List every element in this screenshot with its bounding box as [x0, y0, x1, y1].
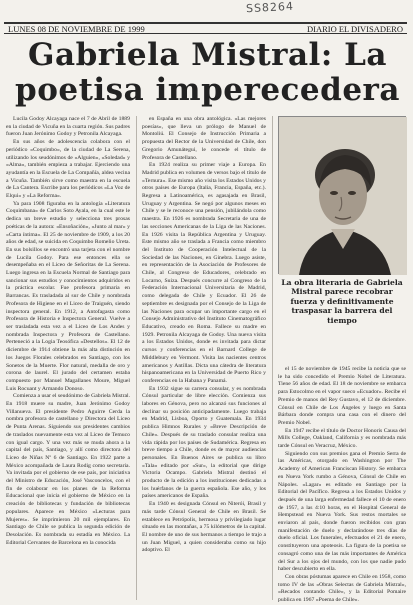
paragraph: Siguiendo con sus premios gana el Premio Serra de las Américas, otorgado en Washington por The Academy of American Franciscan History. Se embarca en Nueva York rumbo a Génova, Cónsul de Chile en Nápoles. «Lagar» es editado en Santiago por la Editorial del Pacífico. Regresa a los Estados Unidos y después de una larga enfermedad fallece el 10 de enero de 1957, a las 4:10 horas, en el Hospital General de Hempstead en Nueva York. Sus restos mortales se enviaron al país, donde fueron recibidos con gran manifestación de duelo y declarándose tres días de duelo oficial. Los funerales, efectuados el 21 de enero, constituyeron una apoteosis. La figura de la poetisa se consagró como una de las más importantes de América del Sur a los ojos del mundo, con los que nadie pudo haber descubierto en ella. [278, 450, 406, 573]
newspaper-name: DIARIO EL DIVISADERO [306, 23, 403, 34]
paragraph: el 15 de noviembre de 1945 recibe la noticia que se le ha sido concedido el Premio Nobel de Literatura. Tiene 56 años de edad. El 18 de noviembre se embarca para Estocolmo en el vapor sueco «Ecuador». Recibe el Premio de manos del Rey Gustavo, el 12 de diciembre. Cónsul en Chile de Los Ángeles y luego en Santa Bárbara donde compra una casa con el dinero del Premio Nobel. [278, 366, 406, 426]
newspaper-header [4, 22, 407, 34]
paragraph: En 1947 recibe el título de Doctor Honoris Causa del Mills College, Oakland, California y es nombrada más tarde Cónsul en Veracruz, México. [278, 427, 406, 450]
photo-caption: La obra literaria de Gabriela Mistral parece recobrar fuerza y definitivamente traspasar la barrera del tiempo [281, 278, 403, 325]
column-divider [272, 116, 273, 600]
paragraph: en España en una obra antológica. «Las mejores poesías», que lleva un prólogo de Manuel de Montoliú. El Consejo de Instrucción Primaria a propuesta del Rector de la Universidad de Chile, don Gregorio Amunátegui, le concede el título de Profesora de Castellano. [142, 116, 266, 161]
article-body [6, 116, 406, 604]
paragraph: En 1932 sigue su carrera consular, y es nombrada Cónsul particular de libre elección. Comienza sus labores en Génova, pero no alcanzó sus funciones al declinar su posición anticipadamente. Luego trabaja en Madrid, Lisboa, Oporto y Guatemala. En 1934 publica Himnos Rurales y «Breve Descripción de Chile». Después de su traslado consular realiza una vida rápida por los países de Sudamérica. Regresa en breve tiempo a Chile, donde es de mayor audiencias personales. En Buenos Aires se publica su libro «Tala» editado por «Sur», la editorial que dirige Victoria Ocampo. Gabriela Mistral destinó el producto de la edición a los instituciones dedicadas a los huérfanos de la guerra española. Ese año, y los países americanos de España. [142, 385, 266, 500]
paragraph: Con obras póstumas aparece en Chile en 1958, como tomo IV de las «Obras Selectas de Gabriela Mistral», «Recados contando Chile», y la Editorial Pomaire publica en 1967 «Poema de Chile». [278, 573, 406, 604]
paragraph: En sus años de adolescencia colabora con el periódico «Coquimbo», de la ciudad de La Serena, utilizando los seudónimos de «Alguien», «Soledad» y «Alma», también empieza a trabajar. Ejerciendo una ayudantía en la Escuela de La Compañía, aldea vecina a Vicuña. También sirve como maestra en la escuela de La Cantera. Escribe para los periódicos «La Voz de Elqui» y «La Reforma». [6, 139, 130, 200]
portrait-illustration [279, 117, 407, 275]
paragraph: Lucila Godoy Alcayaga nace el 7 de Abril de 1889 en la ciudad de Vicuña en la cuarta región. Sus padres fueron Juan Jerónimo Godoy y Petronila Alcayaga. [6, 116, 130, 138]
issue-date: LUNES 08 DE NOVIEMBRE DE 1999 [8, 23, 145, 34]
paragraph: En 1940 es designada Cónsul en Niterói, Brasil y más tarde Cónsul General de Chile en Brasil. Se establece en Petrópolis, hermosa y privilegiado lugar situado en las montañas, a 75 kilómetros de la capital. El nombre de uno de sus hermanos a tiempo le trajo a un Juan Miguel, a quien consideraba como su hijo adoptivo. El [142, 501, 266, 554]
article-headline: Gabriela Mistral: La poetisa imperecedera [15, 37, 400, 108]
paragraph: En 1924 realiza su primer viaje a Europa. En Madrid publica en volumen de versos bajo el título de «Ternura». Ese mismo año visita los Estados Unidos y otros países de Europa (Italia, Francia, España, etc.). Regresa a Latinoamérica, es agasajada en Brasil, Uruguay y Argentina. Se negó por algunos meses en Chile y se le reconoce una pensión, jubilándola como maestra. En 1926 es nombrada Secretaria de una de las secciones Americanas de la Liga de las Naciones. En 1926 visita la República Argentina y Uruguay. Este mismo año se traslada a Francia como miembro del Instituto de Cooperación Intelectual de la Sociedad de las Naciones, en Ginebra. Luego asiste, en representación de la Asociación de Profesores de Chile, al Congreso de Educadores, celebrado en Locarno, Suiza. Después concurre al Congreso de la Federación Internacional Universitaria de Madrid, como delegada de Chile y Ecuador. El 26 de septiembre es designada por el Consejo de la Liga de las Naciones para ocupar un importante cargo en el Consejo Administrativo del Instituto Cinematográfico Educativo, creado en Roma. Fallece su madre en 1929. Petronila Alcayaga de Godoy. Una nueva visita a los Estados Unidos, donde es invitada para dictar cursos y conferencias en el Barnard College de Middlebury en Vermont. Visita las nacientes centros americanos y Antillas. Dicta una cátedra de literatura hispanoamericana en la Universidad de Puerto Rico y conferencias en la Habana y Panamá. [142, 162, 266, 384]
handwritten-archive-number: SS8264 [245, 0, 295, 16]
article-column-2 [142, 116, 266, 600]
column-divider [136, 116, 137, 600]
paragraph: Comienza a usar el seudónimo de Gabriela Mistral. En 1918 muere su madre, Juan Jerónimo Godoy Villanueva. El presidente Pedro Aguirre Cerda la nombra profesora de castellano y Directora del Liceo de Punta Arenas. Siguiendo sus presidentes cambios de traslados nuevamente esta vez al Liceo de Temuco con igual cargo. Y una vez más se muda ahora a la capital del país, Santiago, y allí como directora del Liceo de Niñas Nº 6 de Santiago. En 1922 parte a México acompañada de Laura Rodig como secretaria. Va invitada por el gobierno de ese país, por iniciativa del Ministro de Educación, José Vasconcelos, con el fin de colaborar en los planes de la Reforma Educacional que inicia el gobierno de México en la creación de bibliotecas y fundación de bibliotecas populares. Aparece en México «Lecturas para Mujeres». Se imprimieron 20 mil ejemplares. En Santiago de Chile se publica la segunda edición de Desolación. Es nombrada su estadía en México. La Editorial Cervantes de Barcelona en la conocida [6, 393, 130, 546]
paragraph: Ya para 1908 figuraba en la antología «Literatura Coquimbana» de Carlos Soto Ayala, en la cual este le dedica un breve estudio y selecciona tres prosas poéticas de la autora: «Ensoñación», «Junto al mar» y «Carta íntima». El 25 de noviembre de 1909, a los 20 años de edad, se suicida en Coquimbo Romelio Ureta. En sus bolsillos se encontró una tarjeta con el nombre de Lucila Godoy. Para ese entonces ella se desempeñaba en el Liceo de Señoritas de La Serena. Luego ingresa en la Escuela Normal de Santiago para sancionar sus estudios y conocimientos adquiridos en la práctica escolar. Fue profesora primaria en Barrancas. Es trasladada al sur de Chile y nombrada Profesora de Higiene en el Liceo de Traiguén, siendo inspectora general. En 1912, a Antofagasta como Profesora de Historia e Inspectora General. Vuelve a ser trasladada esta vez a el Liceo de Los Andes y nombrada Inspectora y Profesora de Castellano. Perteneció a la Logia Teosófica «Destellos». El 12 de diciembre de 1914 obtiene la más alta distinción en los Juegos Florales celebrados en Santiago, con los Sonetos de la Muerte. Flor natural, medalla de oro y corona de laurel. El jurado del certamen estaba compuesto por Manuel Magallanes Moure, Miguel Luis Rocuant y Armando Donoso. [6, 200, 130, 392]
portrait-photo [278, 116, 406, 274]
article-column-1 [6, 116, 130, 600]
article-column-3 [278, 366, 406, 604]
